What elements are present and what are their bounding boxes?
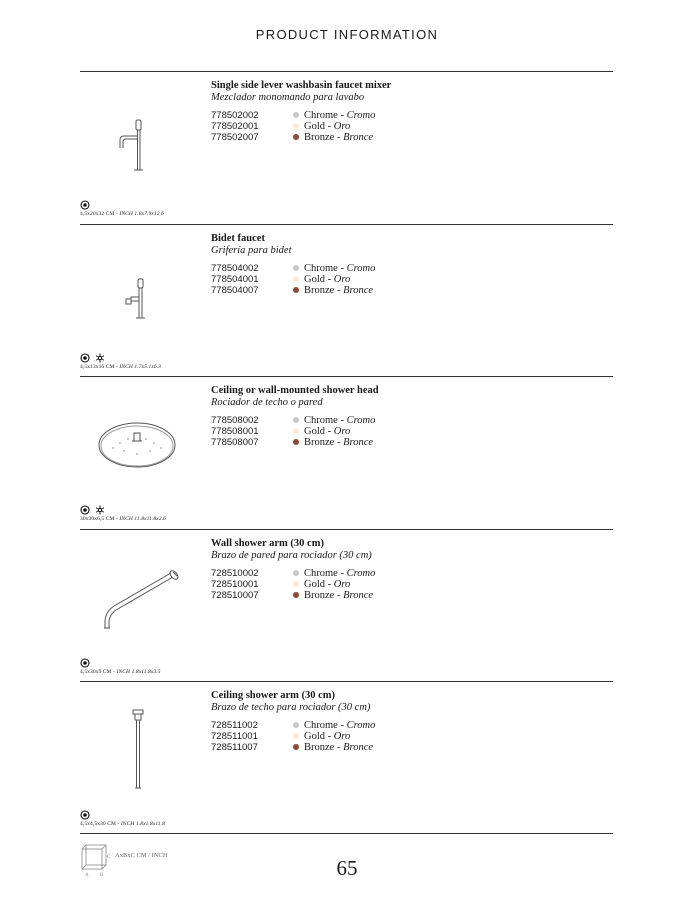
bidet-faucet-image <box>80 225 210 355</box>
target-icon <box>80 353 90 363</box>
variant-name: Bronze - Bronce <box>304 132 374 143</box>
variant-code: 778502007 <box>211 132 259 143</box>
chrome-swatch <box>293 265 299 271</box>
bronze-swatch <box>293 439 299 445</box>
gold-swatch <box>293 733 299 739</box>
variant-code: 778508007 <box>211 437 259 448</box>
variant-code: 728511002 <box>211 720 258 731</box>
variant-name: Gold - Oro <box>304 121 351 132</box>
gold-swatch <box>293 581 299 587</box>
chrome-swatch <box>293 112 299 118</box>
variant-name: Bronze - Bronce <box>304 590 374 601</box>
bronze-swatch <box>293 287 299 293</box>
variant-list <box>211 720 471 753</box>
legend-letter-a: A <box>85 873 89 878</box>
symbol-row <box>80 658 91 668</box>
variant-code: 778502002 <box>211 110 259 121</box>
dimensions-label: 4,5x30x9 CM - INCH 1.8x11.8x3.5 <box>80 669 161 675</box>
variant-row <box>211 437 471 448</box>
variant-list <box>211 110 471 143</box>
product-title: Ceiling shower arm (30 cm) <box>211 690 336 701</box>
product-subtitle: Rociador de techo o pared <box>211 397 323 408</box>
variant-code: 728510007 <box>211 590 259 601</box>
dimension-legend-icon <box>80 843 112 884</box>
snowflake-icon <box>95 353 105 363</box>
bronze-swatch <box>293 134 299 140</box>
chrome-swatch <box>293 722 299 728</box>
footer-divider <box>80 833 613 834</box>
shower-head-image <box>80 377 210 507</box>
chrome-swatch <box>293 417 299 423</box>
target-icon <box>80 658 90 668</box>
variant-code: 728511001 <box>211 731 258 742</box>
variant-row <box>211 132 471 143</box>
product-subtitle: Brazo de pared para rociador (30 cm) <box>211 550 372 561</box>
product-section <box>80 681 613 834</box>
product-title: Bidet faucet <box>211 233 265 244</box>
variant-name: Gold - Oro <box>304 274 351 285</box>
variant-row <box>211 415 471 426</box>
symbol-row <box>80 810 91 820</box>
symbol-row <box>80 353 106 363</box>
symbol-row <box>80 505 106 515</box>
variant-name: Bronze - Bronce <box>304 285 374 296</box>
product-section <box>80 71 613 224</box>
chrome-swatch <box>293 570 299 576</box>
legend-label: AxBxC CM / INCH <box>115 852 168 859</box>
product-subtitle: Mezclador monomando para lavabo <box>211 92 365 103</box>
variant-code: 778502001 <box>211 121 259 132</box>
variant-name: Chrome - Cromo <box>304 568 376 579</box>
variant-code: 728511007 <box>211 742 258 753</box>
variant-list <box>211 415 471 448</box>
variant-row <box>211 110 471 121</box>
page-title: PRODUCT INFORMATION <box>255 27 439 42</box>
product-title: Wall shower arm (30 cm) <box>211 538 324 549</box>
dimensions-label: 4,5x4,5x30 CM - INCH 1.8x1.8x11.8 <box>80 821 165 827</box>
variant-code: 778504007 <box>211 285 259 296</box>
product-section <box>80 529 613 682</box>
variant-row <box>211 285 471 296</box>
variant-row <box>211 121 471 132</box>
variant-name: Chrome - Cromo <box>304 415 376 426</box>
variant-name: Bronze - Bronce <box>304 437 374 448</box>
gold-swatch <box>293 123 299 129</box>
product-section <box>80 376 613 529</box>
dimensions-label: 4,5x13x16 CM - INCH 1.7x5.1x6.3 <box>80 364 162 370</box>
product-title: Ceiling or wall-mounted shower head <box>211 385 379 396</box>
bronze-swatch <box>293 592 299 598</box>
variant-name: Gold - Oro <box>304 731 351 742</box>
variant-row <box>211 731 471 742</box>
product-subtitle: Grifería para bidet <box>211 245 292 256</box>
variant-code: 778508002 <box>211 415 259 426</box>
variant-row <box>211 590 471 601</box>
target-icon <box>80 200 90 210</box>
target-icon <box>80 810 90 820</box>
target-icon <box>80 505 90 515</box>
gold-swatch <box>293 276 299 282</box>
legend-letter-c: C <box>107 855 111 860</box>
variant-name: Chrome - Cromo <box>304 720 376 731</box>
variant-name: Chrome - Cromo <box>304 263 376 274</box>
dimensions-label: 30x30x6,5 CM - INCH 11.8x11.8x2.6 <box>80 516 166 522</box>
page-number: 65 <box>336 856 358 880</box>
snowflake-icon <box>95 505 105 515</box>
legend-letter-b: B <box>100 873 104 878</box>
gold-swatch <box>293 428 299 434</box>
variant-name: Chrome - Cromo <box>304 110 376 121</box>
variant-row <box>211 720 471 731</box>
symbol-row <box>80 200 91 210</box>
variant-row <box>211 579 471 590</box>
product-title: Single side lever washbasin faucet mixer <box>211 80 392 91</box>
washbasin-faucet-image <box>80 72 210 202</box>
variant-name: Gold - Oro <box>304 426 351 437</box>
product-subtitle: Brazo de techo para rociador (30 cm) <box>211 702 371 713</box>
dimensions-label: 4,5x20x32 CM - INCH 1.8x7.9x12.6 <box>80 211 164 217</box>
ceiling-shower-arm-image <box>80 682 210 812</box>
variant-row <box>211 426 471 437</box>
variant-list <box>211 263 471 296</box>
variant-row <box>211 274 471 285</box>
variant-code: 728510001 <box>211 579 259 590</box>
bronze-swatch <box>293 744 299 750</box>
variant-code: 778504001 <box>211 274 259 285</box>
variant-code: 778504002 <box>211 263 259 274</box>
product-section <box>80 224 613 377</box>
variant-row <box>211 263 471 274</box>
variant-row <box>211 568 471 579</box>
variant-name: Gold - Oro <box>304 579 351 590</box>
wall-shower-arm-image <box>80 530 210 660</box>
variant-code: 778508001 <box>211 426 259 437</box>
variant-list <box>211 568 471 601</box>
variant-row <box>211 742 471 753</box>
variant-name: Bronze - Bronce <box>304 742 374 753</box>
variant-code: 728510002 <box>211 568 259 579</box>
